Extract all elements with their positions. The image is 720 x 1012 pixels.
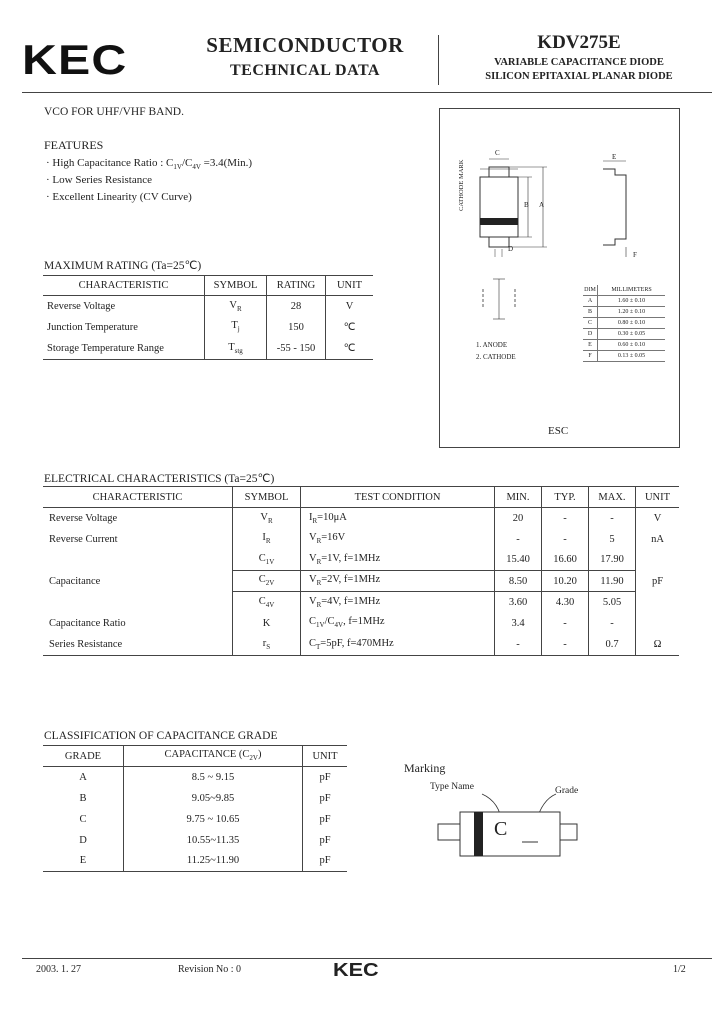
- th-characteristic: CHARACTERISTIC: [43, 276, 205, 296]
- table-row: $C_{2V}$ $V_R=2V$, f=1MHz 8.50 10.20 11.90: [43, 571, 679, 592]
- max-rating-table: [43, 275, 373, 360]
- th-unit: UNIT: [336, 280, 363, 291]
- dim-label-e: E: [612, 153, 617, 161]
- dimension-table: [583, 285, 665, 362]
- dim-label-b: B: [524, 201, 529, 209]
- cathode-band: [480, 218, 518, 225]
- th-symbol: SYMBOL: [205, 276, 267, 296]
- table-row: C 9.75 ~ 10.65 pF: [43, 809, 347, 830]
- kec-logo: KEC: [22, 36, 128, 83]
- table-row: [43, 317, 373, 338]
- cell-rating: 28: [267, 296, 326, 317]
- cell-rating: -55 - 150: [267, 338, 326, 360]
- table-row: Capacitance Ratio K $C_{1V}/C_{4V}$, f=1MHz 3.4 - -: [43, 613, 679, 634]
- th-unit: UNIT: [312, 750, 338, 762]
- package-name: ESC: [548, 425, 569, 437]
- cell-symbol: $T_{stg}$: [205, 338, 267, 360]
- footer-date: 2003. 1. 27: [36, 964, 81, 975]
- type-name-label: Type Name: [430, 782, 474, 792]
- part-desc-1: VARIABLE CAPACITANCE DIODE: [494, 57, 664, 68]
- table-row: Capacitance $C_{1V}$ $V_R=1V$, f=1MHz 15.40 16.60 17.90 pF: [43, 550, 679, 571]
- marking-title: Marking: [404, 761, 446, 775]
- package-body: [480, 177, 518, 237]
- th-unit: UNIT: [644, 491, 671, 503]
- table-row: $C_{4V}$ $V_R=4V$, f=1MHz 3.60 4.30 5.05: [43, 592, 679, 613]
- technical-data-title: TECHNICAL DATA: [230, 62, 380, 79]
- footer-rule: [22, 958, 712, 959]
- th-symbol: SYMBOL: [233, 487, 301, 508]
- cathode-mark-label: CATHODE MARK: [458, 159, 465, 211]
- table-row: B 1.20 ± 0.10: [583, 307, 665, 318]
- cell-rating: 150: [267, 317, 326, 338]
- table-row: A 8.5 ~ 9.15 pF: [43, 767, 347, 788]
- features-title: FEATURES: [44, 138, 104, 152]
- package-lead-top: [489, 167, 509, 177]
- package-drawing-box: [439, 108, 680, 448]
- classification-table: [43, 745, 347, 872]
- cell-char: Reverse Voltage: [43, 296, 205, 317]
- table-row: Reverse Voltage $V_R$ $I_R=10\mu A$ 20 - - V: [43, 508, 679, 529]
- part-number: KDV275E: [537, 32, 621, 53]
- feature-item: · High Capacitance Ratio : $C_{1V}/C_{4V} =3.4(Min.)$: [46, 157, 253, 172]
- cell-unit: ℃: [343, 343, 356, 355]
- header-divider: [438, 35, 439, 85]
- footer-revision: Revision No : 0: [178, 964, 242, 975]
- cell-unit: ℃: [343, 322, 356, 333]
- th-test-condition: TEST CONDITION: [301, 487, 495, 508]
- footer-page: 1/2: [673, 964, 686, 975]
- th-characteristic: CHARACTERISTIC: [43, 487, 233, 508]
- table-row: D 10.55~11.35 pF: [43, 830, 347, 851]
- mm-header: MILLIMETERS: [598, 285, 666, 296]
- th-rating: RATING: [267, 276, 326, 296]
- table-row: Reverse Current $I_R$ $V_R=16V$ - - 5 nA: [43, 529, 679, 550]
- dim-label-c: C: [495, 149, 500, 157]
- cell-unit: V: [345, 300, 354, 312]
- package-lead-bottom: [489, 237, 509, 247]
- package-outline-svg: [440, 109, 679, 447]
- dim-label-d: D: [508, 245, 514, 253]
- marking-letter: C: [494, 818, 508, 840]
- th-min: MIN.: [495, 487, 542, 508]
- classification-title: CLASSIFICATION OF CAPACITANCE GRADE: [44, 730, 278, 742]
- table-row: B 9.05~9.85 pF: [43, 788, 347, 809]
- th-capacitance: CAPACITANCE $(C_{2V})$: [124, 746, 303, 767]
- dim-label-a: A: [539, 201, 545, 209]
- electrical-title: ELECTRICAL CHARACTERISTICS (Ta=25℃): [44, 473, 275, 485]
- table-row: E 0.60 ± 0.10: [583, 340, 665, 351]
- table-row: D 0.30 ± 0.05: [583, 329, 665, 340]
- table-row: [43, 338, 373, 360]
- th-grade: GRADE: [43, 746, 124, 767]
- footer-logo: KEC: [333, 960, 379, 980]
- cell-symbol: $V_R$: [205, 296, 267, 317]
- marking-diagram: [430, 790, 590, 870]
- th-max: MAX.: [589, 487, 636, 508]
- application: VCO FOR UHF/VHF BAND.: [44, 106, 184, 118]
- cell-char: Storage Temperature Range: [43, 338, 205, 360]
- semiconductor-title: SEMICONDUCTOR: [206, 33, 404, 57]
- table-row: C 0.80 ± 0.10: [583, 318, 665, 329]
- table-row: F 0.13 ± 0.05: [583, 351, 665, 362]
- table-row: Series Resistance $r_S$ $C_T=5pF$, f=470MHz - - 0.7 Ω: [43, 634, 679, 656]
- feature-item: · Excellent Linearity (CV Curve): [46, 191, 192, 203]
- table-row: E 11.25~11.90 pF: [43, 851, 347, 872]
- table-row: A 1.60 ± 0.10: [583, 296, 665, 307]
- cell-char: Junction Temperature: [43, 317, 205, 338]
- max-rating-title: MAXIMUM RATING (Ta=25℃): [44, 260, 202, 272]
- table-row: [43, 296, 373, 317]
- dim-header: DIM: [583, 285, 598, 296]
- pin-2-label: 2. CATHODE: [476, 353, 516, 361]
- header-rule: [22, 92, 712, 93]
- grade-label: Grade: [555, 786, 579, 796]
- feature-item: · Low Series Resistance: [46, 174, 152, 186]
- side-view: [603, 169, 626, 245]
- electrical-table: [43, 486, 679, 656]
- dim-label-f: F: [633, 251, 637, 259]
- cell-symbol: $T_j$: [205, 317, 267, 338]
- th-typ: TYP.: [542, 487, 589, 508]
- part-desc-2: SILICON EPITAXIAL PLANAR DIODE: [485, 71, 673, 82]
- pin-1-label: 1. ANODE: [476, 341, 508, 349]
